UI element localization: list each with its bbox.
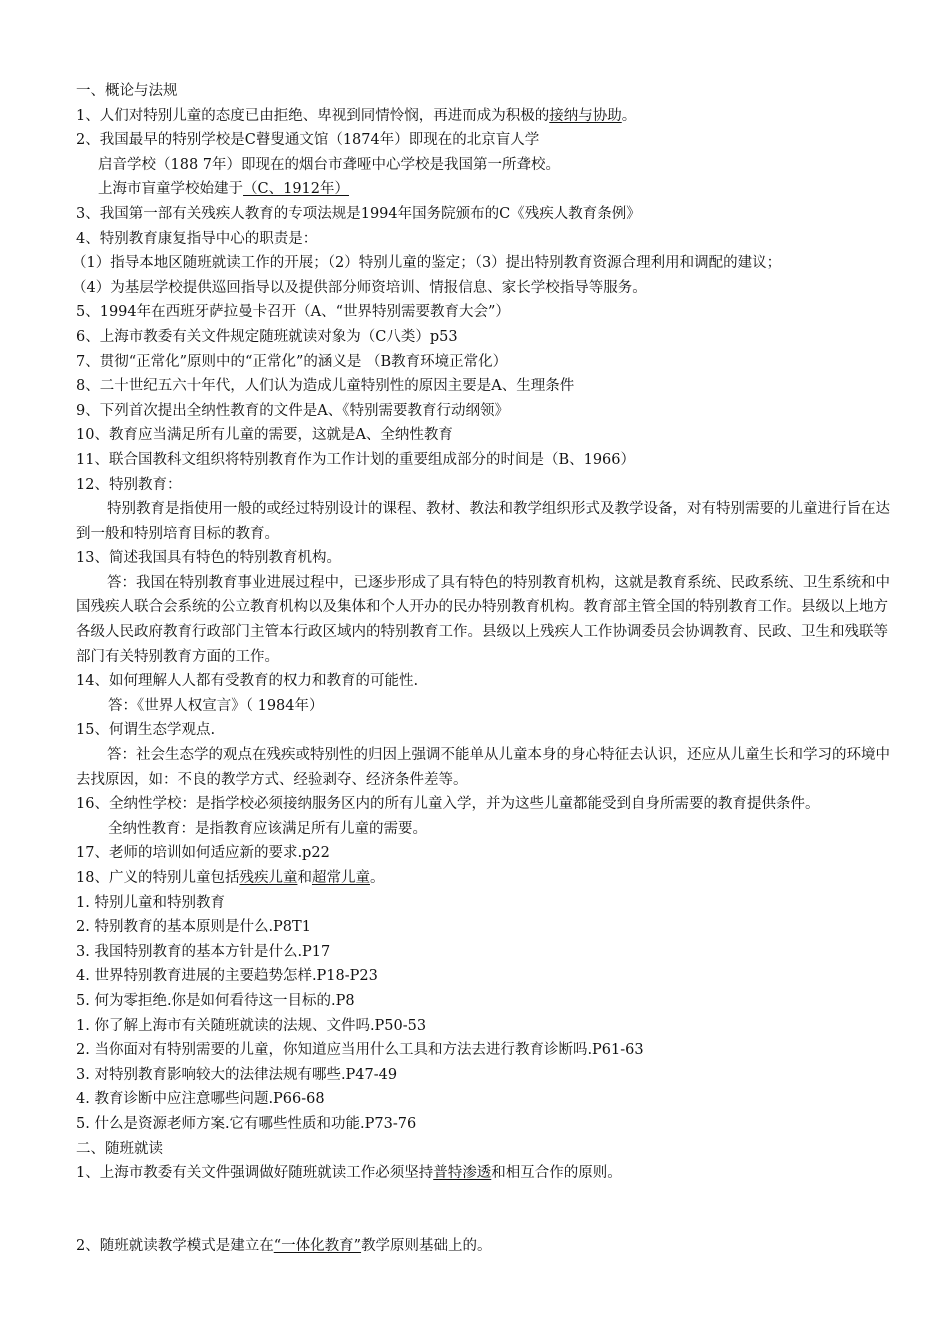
item-9: 9、下列首次提出全纳性教育的文件是A、《特别需要教育行动纲领》 — [76, 402, 509, 419]
item-2: 2、我国最早的特别学校是C瞽叟通文馆（1874年）即现在的北京盲人学 — [76, 132, 540, 149]
item-16: 16、全纳性学校：是指学校必须接纳服务区内的所有儿童入学，并为这些儿童都能受到自身所需要的教育提供条件。 — [76, 796, 820, 813]
underlined-answer: 残疾儿童 — [239, 870, 298, 886]
section-2-item-2: 2、随班就读教学模式是建立在“一体化教育”教学原则基础上的。 — [76, 1237, 492, 1254]
list-item: 1. 特别儿童和特别教育 — [76, 894, 225, 911]
item-13: 13、简述我国具有特色的特别教育机构。 — [76, 550, 341, 567]
item-4: 4、特别教育康复指导中心的职责是： — [76, 230, 318, 247]
underlined-answer: 超常儿童 — [311, 870, 370, 886]
section-heading-1: 一、概论与法规 — [76, 83, 178, 99]
item-16-inclusive-education: 全纳性教育：是指教育应该满足所有儿童的需要。 — [108, 820, 427, 837]
punctuation: 。 — [621, 107, 637, 124]
item-5: 5、1994年在西班牙萨拉曼卡召开（A、“世界特别需要教育大会”） — [76, 304, 510, 321]
item-15-answer: 答：社会生态学的观点在残疾或特别性的归因上强调不能单从儿童本身的身心特征去认识，还应从儿童生长和学习的环境中去找原因，如：不良的教学方式、经验剥夺、经济条件差等。 — [76, 747, 890, 788]
item-12-definition: 特别教育是指使用一般的或经过特别设计的课程、教材、教法和教学组织形式及教学设备，对有特别需要的儿童进行旨在达到一般和特别培育目标的教育。 — [76, 501, 890, 542]
document-body — [72, 79, 896, 1258]
item-3: 3、我国第一部有关残疾人教育的专项法规是1994年国务院颁布的C《残疾人教育条例》 — [76, 205, 641, 222]
item-10: 10、教育应当满足所有儿童的需要，这就是A、全纳性教育 — [76, 427, 453, 444]
item-2-continued: 启音学校（188 7年）即现在的烟台市聋哑中心学校是我国第一所聋校。 — [98, 156, 561, 173]
item-4-duties-a: （1）指导本地区随班就读工作的开展；（2）特别儿童的鉴定；（3）提出特别教育资源合理利用和调配的建议； — [72, 255, 782, 272]
underlined-answer: （C、1912年） — [243, 181, 349, 198]
item-7: 7、贯彻“正常化”原则中的“正常化”的涵义是 （B教育环境正常化） — [76, 353, 508, 370]
list-item: 4. 教育诊断中应注意哪些问题.P66-68 — [76, 1091, 325, 1108]
underlined-answer: “一体化教育” — [273, 1237, 362, 1254]
section-2-item-1: 1、上海市教委有关文件强调做好随班就读工作必须坚持普特渗透和相互合作的原则。 — [76, 1165, 622, 1182]
item-18: 18、广义的特别儿童包括残疾儿童和超常儿童。 — [76, 870, 385, 886]
list-item: 3. 我国特别教育的基本方针是什么.P17 — [76, 943, 331, 960]
item-13-answer: 答：我国在特别教育事业进展过程中，已逐步形成了具有特色的特别教育机构，这就是教育系统、民政系统、卫生系统和中国残疾人联合会系统的公立教育机构以及集体和个人开办的民办特别教育机构。教育部主管全国的特别教育工作。县级以上地方各级人民政府教育行政部门主管本行政区域内的特别教育工作。县级以上残疾人工作协调委员会协调教育、民政、卫生和残联等部门有关特别教育方面的工作。 — [76, 574, 890, 665]
item-1 — [76, 104, 896, 129]
item-4-duties-b: （4）为基层学校提供巡回指导以及提供部分师资培训、情报信息、家长学校指导等服务。 — [72, 279, 647, 296]
item-8: 8、二十世纪五六十年代，人们认为造成儿童特别性的原因主要是A、生理条件 — [76, 378, 575, 395]
item-11: 11、联合国教科文组织将特别教育作为工作计划的重要组成部分的时间是（B、1966） — [76, 451, 636, 468]
item-1-text: 1、人们对特别儿童的态度已由拒绝、卑视到同情怜悯，再进而成为积极的 — [76, 107, 550, 124]
underlined-answer: 接纳与协助 — [549, 107, 622, 124]
underlined-answer: 普特渗透 — [433, 1165, 492, 1182]
list-item: 1. 你了解上海市有关随班就读的法规、文件吗.P50-53 — [76, 1017, 427, 1034]
item-2-shanghai-text: 上海市盲童学校始建于 — [98, 181, 243, 198]
list-item: 3. 对特别教育影响较大的法律法规有哪些.P47-49 — [76, 1066, 398, 1083]
item-17: 17、老师的培训如何适应新的要求.p22 — [76, 845, 330, 862]
list-item: 5. 何为零拒绝.你是如何看待这一目标的.P8 — [76, 992, 355, 1009]
list-item: 2. 当你面对有特别需要的儿童，你知道应当用什么工具和方法去进行教育诊断吗.P61-63 — [76, 1042, 644, 1059]
item-14-answer: 答：《世界人权宣言》（ 1984年） — [108, 697, 324, 714]
list-item: 4. 世界特别教育进展的主要趋势怎样.P18-P23 — [76, 968, 378, 985]
item-15: 15、何谓生态学观点. — [76, 722, 216, 739]
section-heading-2: 二、随班就读 — [76, 1140, 163, 1157]
item-2-shanghai — [76, 177, 896, 202]
list-item: 2. 特别教育的基本原则是什么.P8T1 — [76, 919, 311, 936]
blank-space — [76, 1186, 896, 1234]
item-6: 6、上海市教委有关文件规定随班就读对象为（C八类）p53 — [76, 328, 458, 345]
item-12: 12、特别教育： — [76, 476, 182, 493]
list-item: 5. 什么是资源老师方案.它有哪些性质和功能.P73-76 — [76, 1115, 417, 1132]
item-14: 14、如何理解人人都有受教育的权力和教育的可能性. — [76, 673, 419, 690]
